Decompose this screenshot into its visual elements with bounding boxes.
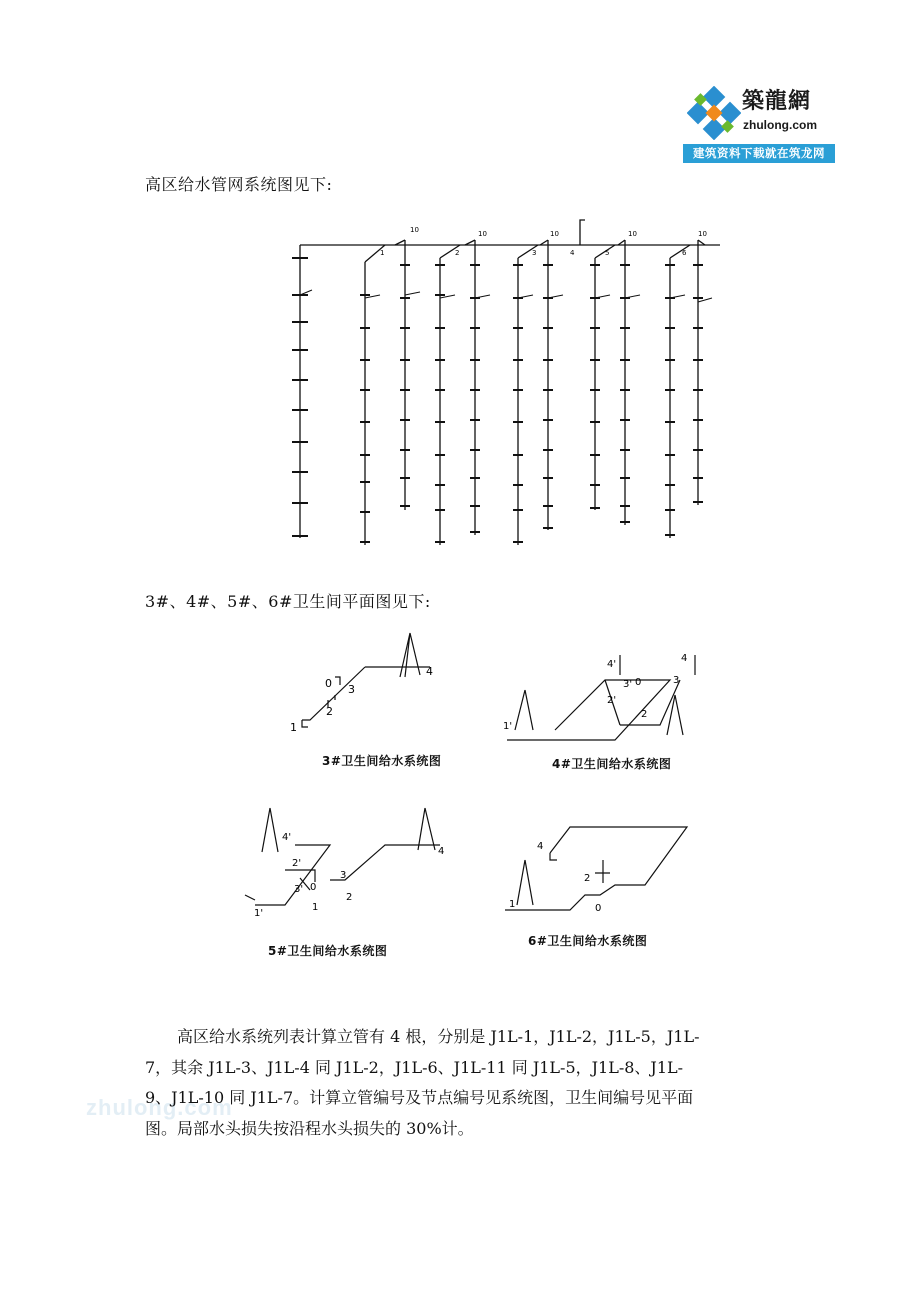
node-label: 0 — [325, 677, 332, 690]
top-number-label: 10 — [628, 230, 637, 238]
top-number-label: 10 — [698, 230, 707, 238]
node-label: 1 — [509, 899, 516, 910]
node-label: 0 — [595, 903, 602, 914]
node-label: 3' — [623, 679, 633, 690]
node-label: 2' — [292, 858, 302, 869]
heading-bathroom-plans: 3#、4#、5#、6#卫生间平面图见下: — [145, 592, 431, 611]
node-label: 2 — [326, 705, 333, 718]
high-zone-water-supply-system-diagram — [250, 210, 730, 555]
node-label: 4 — [681, 653, 688, 664]
body-paragraph — [145, 1022, 770, 1144]
node-number-label: 1 — [380, 249, 385, 257]
node-label: 4' — [607, 659, 617, 670]
zhulong-logo[interactable] — [683, 80, 835, 164]
logo-domain: zhulong.com — [743, 118, 817, 132]
node-label: 1 — [290, 721, 297, 734]
bathroom-6-diagram — [495, 815, 695, 920]
node-label: 2' — [607, 695, 617, 706]
node-label: 0 — [635, 677, 642, 688]
node-label: 2 — [346, 892, 353, 903]
paragraph-line: 图。局部水头损失按沿程水头损失的 30%计。 — [145, 1118, 474, 1138]
logo-slogan: 建筑资料下载就在筑龙网 — [683, 144, 835, 163]
caption-bathroom-5: 5#卫生间给水系统图 — [268, 944, 388, 958]
caption-bathroom-3: 3#卫生间给水系统图 — [322, 754, 442, 768]
node-label: 4' — [282, 832, 292, 843]
node-number-label: 2 — [455, 249, 460, 257]
watermark-text: zhulong.com — [86, 1095, 233, 1120]
node-label: 4 — [537, 841, 544, 852]
top-number-label: 10 — [478, 230, 487, 238]
node-label: 1' — [254, 908, 264, 919]
caption-bathroom-4: 4#卫生间给水系统图 — [552, 757, 672, 771]
node-number-label: 6 — [682, 249, 687, 257]
node-label: 2 — [584, 873, 591, 884]
bathroom-4-diagram — [495, 635, 725, 750]
bathroom-3-diagram — [280, 625, 450, 745]
node-label: 3 — [340, 870, 347, 881]
node-label: 1 — [312, 902, 319, 913]
paragraph-line: 高区给水系统列表计算立管有 4 根，分别是 J1L-1，J1L-2，J1L-5，J1L- — [177, 1027, 700, 1046]
node-label: 3 — [673, 675, 680, 686]
heading-system-diagram: 高区给水管网系统图见下: — [145, 175, 333, 194]
node-number-label: 4 — [570, 249, 575, 257]
logo-chinese-name: 築龍網 — [742, 89, 812, 114]
node-label: 4 — [438, 846, 445, 857]
node-label: 3' — [294, 884, 304, 895]
node-label: 2 — [641, 709, 648, 720]
bathroom-5-diagram — [240, 800, 455, 920]
node-label: 4 — [426, 665, 433, 678]
logo-mark-icon — [687, 86, 741, 140]
paragraph-line: 7，其余 J1L-3、J1L-4 同 J1L-2，J1L-6、J1L-11 同 J1L-5，J1L-8、J1L- — [145, 1057, 684, 1077]
paragraph-line: 9、J1L-10 同 J1L-7。计算立管编号及节点编号见系统图，卫生间编号见平面 — [145, 1088, 694, 1107]
node-label: 1' — [503, 721, 513, 732]
node-number-label: 3 — [532, 249, 537, 257]
top-number-label: 10 — [410, 226, 419, 234]
node-number-label: 5 — [605, 249, 610, 257]
top-number-label: 10 — [550, 230, 559, 238]
node-label: 0 — [310, 882, 317, 893]
caption-bathroom-6: 6#卫生间给水系统图 — [528, 934, 648, 948]
node-label: 3 — [348, 683, 355, 696]
